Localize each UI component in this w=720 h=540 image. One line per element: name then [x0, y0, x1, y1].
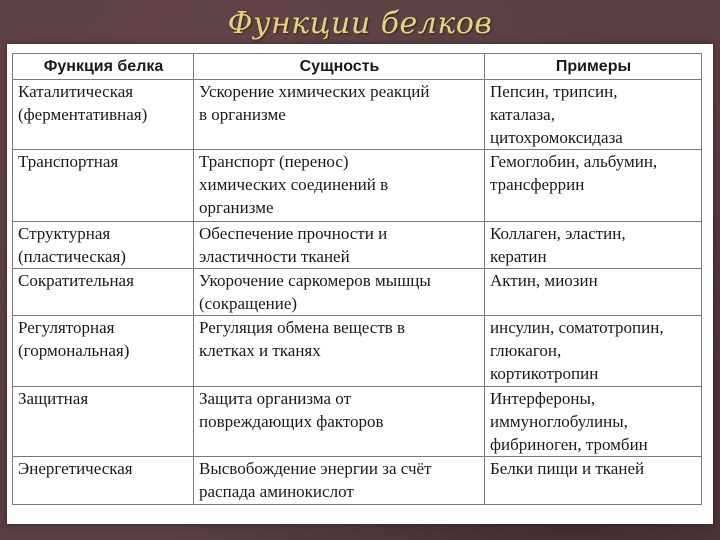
cell-line: Транспортная: [18, 152, 119, 171]
cell-line: в организме: [199, 105, 286, 124]
cell-line: повреждающих факторов: [199, 412, 384, 431]
cell-essence: [194, 150, 485, 222]
cell-essence: [194, 222, 485, 269]
table-row: [13, 222, 702, 269]
cell-line: Каталитическая: [18, 82, 134, 101]
table-row: [13, 150, 702, 222]
cell-line: (ферментативная): [18, 105, 148, 124]
cell-line: Регуляция обмена веществ в: [199, 318, 406, 337]
cell-examples: [485, 387, 702, 457]
cell-line: цитохромоксидаза: [490, 128, 623, 147]
cell-essence: [194, 387, 485, 457]
cell-line: инсулин, соматотропин,: [490, 318, 664, 337]
header-essence: Сущность: [194, 54, 485, 80]
cell-examples: [485, 150, 702, 222]
cell-line: Сократительная: [18, 271, 134, 290]
cell-essence: [194, 457, 485, 505]
cell-function: [13, 387, 194, 457]
header-examples: Примеры: [485, 54, 702, 80]
cell-examples: [485, 269, 702, 316]
cell-line: Регуляторная: [18, 318, 115, 337]
cell-line: Гемоглобин, альбумин,: [490, 152, 658, 171]
cell-line: эластичности тканей: [199, 247, 350, 266]
cell-line: Ускорение химических реакций: [199, 82, 430, 101]
table-body: [13, 80, 702, 505]
cell-line: Интерфероны,: [490, 389, 596, 408]
cell-line: кортикотропин: [490, 364, 599, 383]
cell-line: клетках и тканях: [199, 341, 321, 360]
table-panel: [7, 44, 713, 524]
cell-function: [13, 80, 194, 150]
cell-function: [13, 150, 194, 222]
cell-line: Структурная: [18, 224, 111, 243]
cell-examples: [485, 457, 702, 505]
cell-examples: [485, 80, 702, 150]
table-header-row: [13, 54, 702, 80]
cell-examples: [485, 316, 702, 387]
slide-title: Функции белков: [227, 6, 493, 41]
cell-line: Обеспечение прочности и: [199, 224, 388, 243]
cell-line: Пепсин, трипсин,: [490, 82, 618, 101]
cell-function: [13, 457, 194, 505]
cell-function: [13, 316, 194, 387]
table-row: [13, 269, 702, 316]
cell-line: Белки пищи и тканей: [490, 459, 645, 478]
cell-line: Энергетическая: [18, 459, 133, 478]
cell-line: организме: [199, 198, 274, 217]
cell-line: Транспорт (перенос): [199, 152, 349, 171]
cell-line: (пластическая): [18, 247, 126, 266]
table-row: [13, 457, 702, 505]
cell-essence: [194, 80, 485, 150]
cell-line: трансферрин: [490, 175, 585, 194]
cell-line: Укорочение саркомеров мышцы: [199, 271, 431, 290]
table-row: [13, 387, 702, 457]
cell-line: Высвобождение энергии за счёт: [199, 459, 432, 478]
cell-line: фибриноген, тромбин: [490, 435, 648, 454]
cell-line: каталаза,: [490, 105, 555, 124]
cell-line: глюкагон,: [490, 341, 562, 360]
cell-line: Коллаген, эластин,: [490, 224, 626, 243]
table-row: [13, 80, 702, 150]
cell-line: кератин: [490, 247, 547, 266]
cell-line: Защита организма от: [199, 389, 352, 408]
cell-line: (гормональная): [18, 341, 130, 360]
cell-examples: [485, 222, 702, 269]
cell-function: [13, 222, 194, 269]
header-function: Функция белка: [13, 54, 194, 80]
cell-essence: [194, 269, 485, 316]
cell-line: (сокращение): [199, 294, 298, 313]
protein-functions-table: [12, 53, 702, 505]
cell-line: иммуноглобулины,: [490, 412, 628, 431]
cell-line: Защитная: [18, 389, 89, 408]
cell-line: Актин, миозин: [490, 271, 598, 290]
cell-line: распада аминокислот: [199, 482, 354, 501]
cell-function: [13, 269, 194, 316]
table-row: [13, 316, 702, 387]
cell-line: химических соединений в: [199, 175, 389, 194]
cell-essence: [194, 316, 485, 387]
